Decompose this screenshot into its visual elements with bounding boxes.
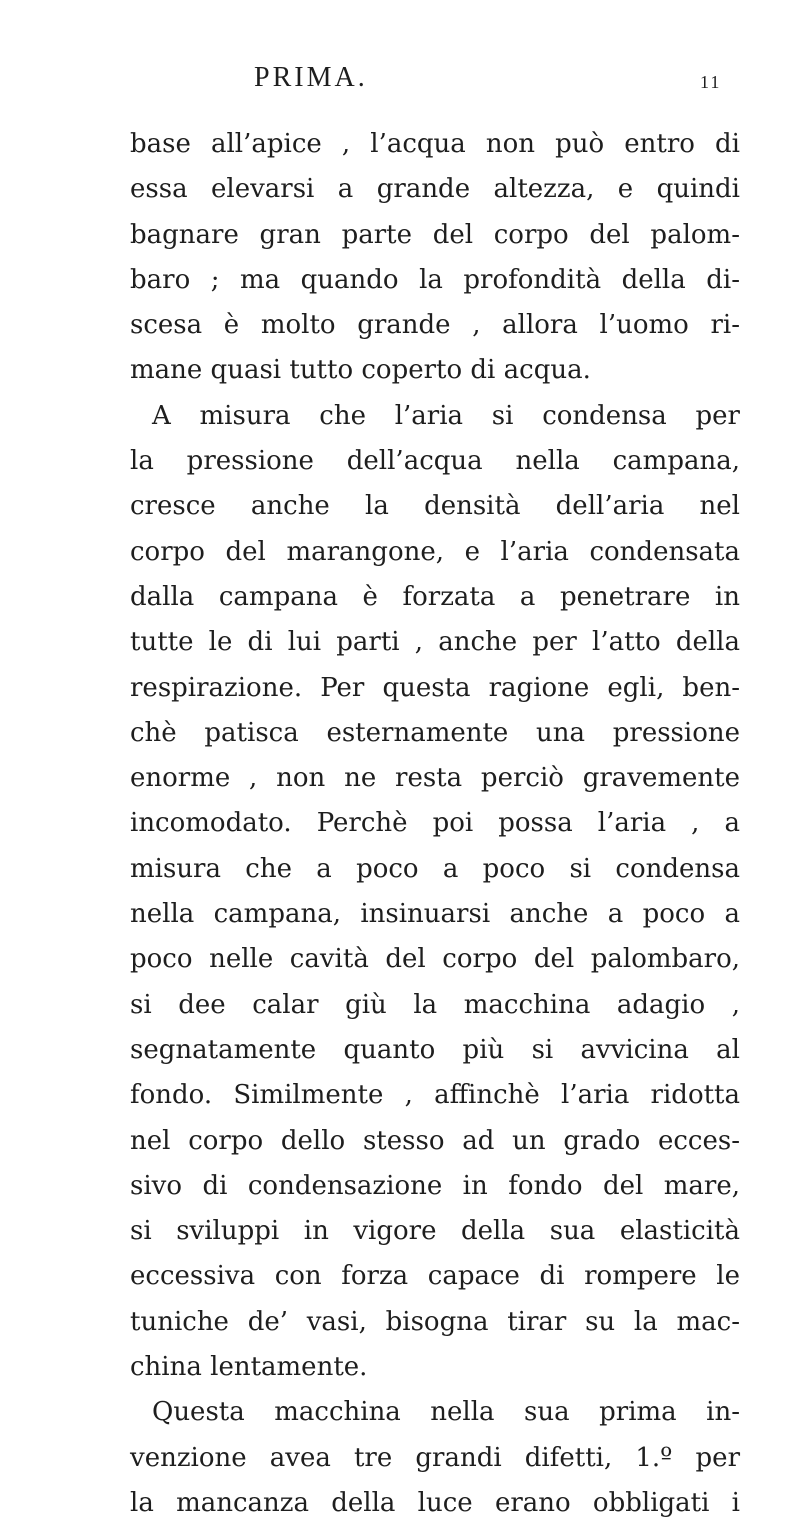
text-line: chè patisca esternamente una pressione xyxy=(130,717,740,748)
text-line: si dee calar giù la macchina adagio , xyxy=(130,989,740,1020)
running-head xyxy=(0,62,800,102)
text-line: baro ; ma quando la profondità della di- xyxy=(130,264,740,295)
running-title: PRIMA. xyxy=(254,62,368,93)
text-line: la mancanza della luce erano obbligati i xyxy=(130,1487,740,1518)
text-line: sivo di condensazione in fondo del mare, xyxy=(130,1170,740,1201)
body-text xyxy=(130,122,740,1526)
text-line: misura che a poco a poco si condensa xyxy=(130,853,740,884)
text-line: corpo del marangone, e l’aria condensata xyxy=(130,536,740,567)
text-line: nel corpo dello stesso ad un grado ecces- xyxy=(130,1125,740,1156)
text-line: cresce anche la densità dell’aria nel xyxy=(130,491,740,522)
text-line: tutte le di lui parti , anche per l’atto della xyxy=(130,627,740,658)
text-line: respirazione. Per questa ragione egli, ben- xyxy=(130,672,740,703)
text-line: base all’apice , l’acqua non può entro di xyxy=(130,129,740,159)
text-line: A misura che l’aria si condensa per xyxy=(152,400,740,431)
text-line: mane quasi tutto coperto di acqua. xyxy=(130,355,591,386)
text-line: Questa macchina nella sua prima in- xyxy=(152,1397,740,1428)
text-line: enorme , non ne resta perciò gravemente xyxy=(130,763,740,794)
text-line: segnatamente quanto più si avvicina al xyxy=(130,1034,740,1065)
text-line: tuniche de’ vasi, bisogna tirar su la mac- xyxy=(130,1306,740,1337)
text-line: scesa è molto grande , allora l’uomo ri- xyxy=(130,310,740,341)
text-line: incomodato. Perchè poi possa l’aria , a xyxy=(130,808,740,839)
text-line: bagnare gran parte del corpo del palom- xyxy=(130,219,740,250)
text-line: poco nelle cavità del corpo del palombaro, xyxy=(130,944,740,975)
text-line: venzione avea tre grandi difetti, 1.º per xyxy=(130,1442,740,1473)
text-line: essa elevarsi a grande altezza, e quindi xyxy=(130,174,740,205)
text-line: nella campana, insinuarsi anche a poco a xyxy=(130,899,740,930)
text-line: si sviluppi in vigore della sua elasticità xyxy=(130,1216,740,1247)
text-line: eccessiva con forza capace di rompere le xyxy=(130,1261,740,1292)
page-number: 11 xyxy=(700,72,722,92)
text-line: la pressione dell’acqua nella campana, xyxy=(130,446,740,477)
text-line: china lentamente. xyxy=(130,1352,368,1383)
text-line: dalla campana è forzata a penetrare in xyxy=(130,581,740,612)
text-line: fondo. Similmente , affinchè l’aria ridotta xyxy=(130,1080,740,1111)
